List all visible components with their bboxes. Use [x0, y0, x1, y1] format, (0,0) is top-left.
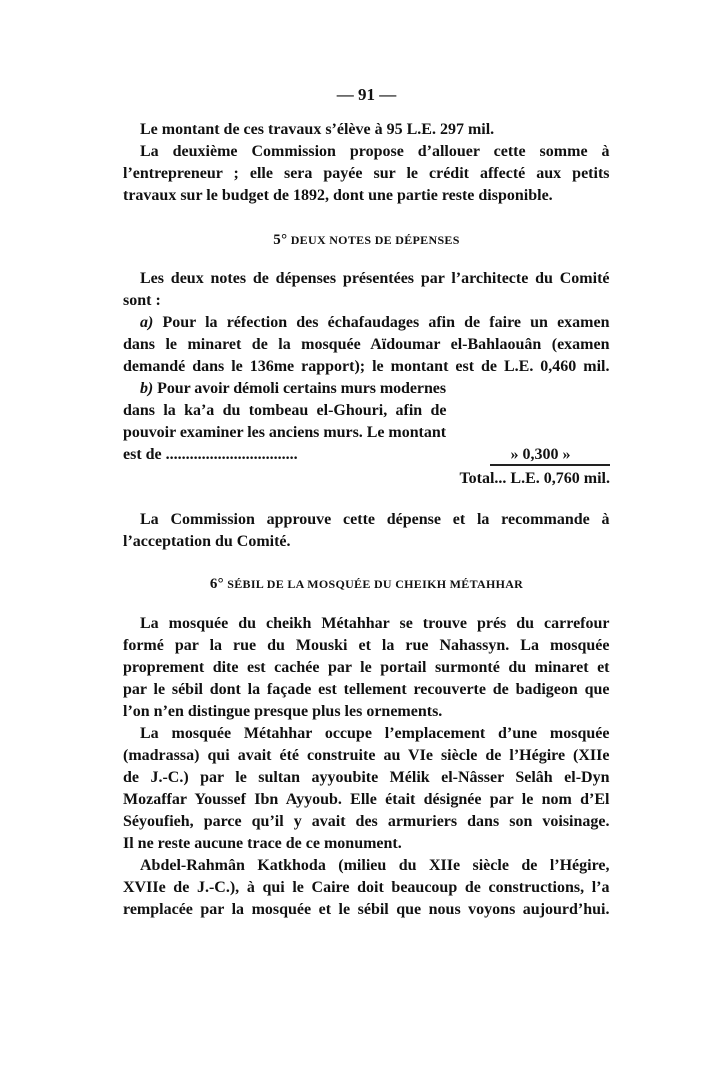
amount-b: » 0,300 » — [510, 446, 571, 463]
text-line: Séyoufieh, parce qu’il y avait des armuriers dans son voisinage. — [123, 813, 610, 830]
section-number: 6° — [209, 576, 224, 592]
text-line: Abdel-Rahmân Katkhoda (milieu du XIIe siècle de l’Hégire, — [140, 857, 610, 874]
text-line: remplacée par la mosquée et le sébil que nous voyons aujourd’hui. — [123, 901, 610, 918]
text-line: proprement dite est cachée par le portail surmonté du minaret et — [123, 659, 610, 676]
text-line: XVIIe de J.-C.), à qui le Caire doit beaucoup de constructions, l’a — [123, 879, 610, 896]
item-a-line — [140, 312, 610, 334]
text-line: La deuxième Commission propose d’allouer cette somme à — [140, 143, 610, 160]
item-text: Pour avoir démoli certains murs modernes — [157, 380, 447, 397]
section-heading-5 — [123, 229, 610, 251]
text-line: demandé dans le 136me rapport); le montant est de L.E. 0,460 mil. — [123, 358, 610, 375]
section-title: DEUX NOTES DE DÉPENSES — [290, 233, 460, 247]
text-line: Les deux notes de dépenses présentées par l’architecte du Comité — [140, 270, 610, 287]
text-line: (madrassa) qui avait été construite au VIe siècle de l’Hégire (XIIe — [123, 747, 610, 764]
text-line: l’on n’en distingue presque plus les ornements. — [123, 703, 443, 720]
text-line: par le sébil dont la façade est tellement recouverte de badigeon que — [123, 681, 610, 698]
total-line: Total... L.E. 0,760 mil. — [459, 470, 610, 487]
section-heading-6 — [123, 573, 610, 595]
item-b-line — [140, 378, 447, 400]
text-line: de J.-C.) par le sultan ayyoubite Mélik el-Nâsser Selâh el-Dyn — [123, 769, 610, 786]
text-line: sont : — [123, 292, 161, 309]
page-number: — 91 — — [336, 85, 397, 104]
section-number: 5° — [273, 232, 288, 248]
text-line: formé par la rue du Mouski et la rue Nahassyn. La mosquée — [123, 637, 610, 654]
text-line: La mosquée du cheikh Métahhar se trouve prés du carrefour — [140, 615, 610, 632]
text-line: Mozaffar Youssef Ibn Ayyoub. Elle était désignée par le nom d’El — [123, 791, 610, 808]
text-line: La mosquée Métahhar occupe l’emplacement d’une mosquée — [140, 725, 610, 742]
sum-rule — [490, 464, 610, 466]
text-line: La Commission approuve cette dépense et la recommande à — [140, 511, 610, 528]
item-label: b) — [140, 380, 154, 397]
section-title: SÉBIL DE LA MOSQUÉE DU CHEIKH MÉTAHHAR — [227, 577, 524, 591]
text-line: travaux sur le budget de 1892, dont une partie reste disponible. — [123, 187, 553, 204]
text-line-leader: est de ................................. — [123, 446, 298, 463]
text-line: Il ne reste aucune trace de ce monument. — [123, 835, 402, 852]
text-line: pouvoir examiner les anciens murs. Le montant — [123, 424, 447, 441]
item-text: Pour la réfection des échafaudages afin de faire un examen — [162, 314, 610, 331]
text-line: dans la ka’a du tombeau el-Ghouri, afin de — [123, 402, 447, 419]
text-line: l’entrepreneur ; elle sera payée sur le crédit affecté aux petits — [123, 165, 610, 182]
text-line: Le montant de ces travaux s’élève à 95 L.E. 297 mil. — [140, 121, 495, 138]
item-label: a) — [140, 314, 154, 331]
text-line: l’acceptation du Comité. — [123, 533, 291, 550]
text-line: dans le minaret de la mosquée Aïdoumar el-Bahlaouân (examen — [123, 336, 610, 353]
